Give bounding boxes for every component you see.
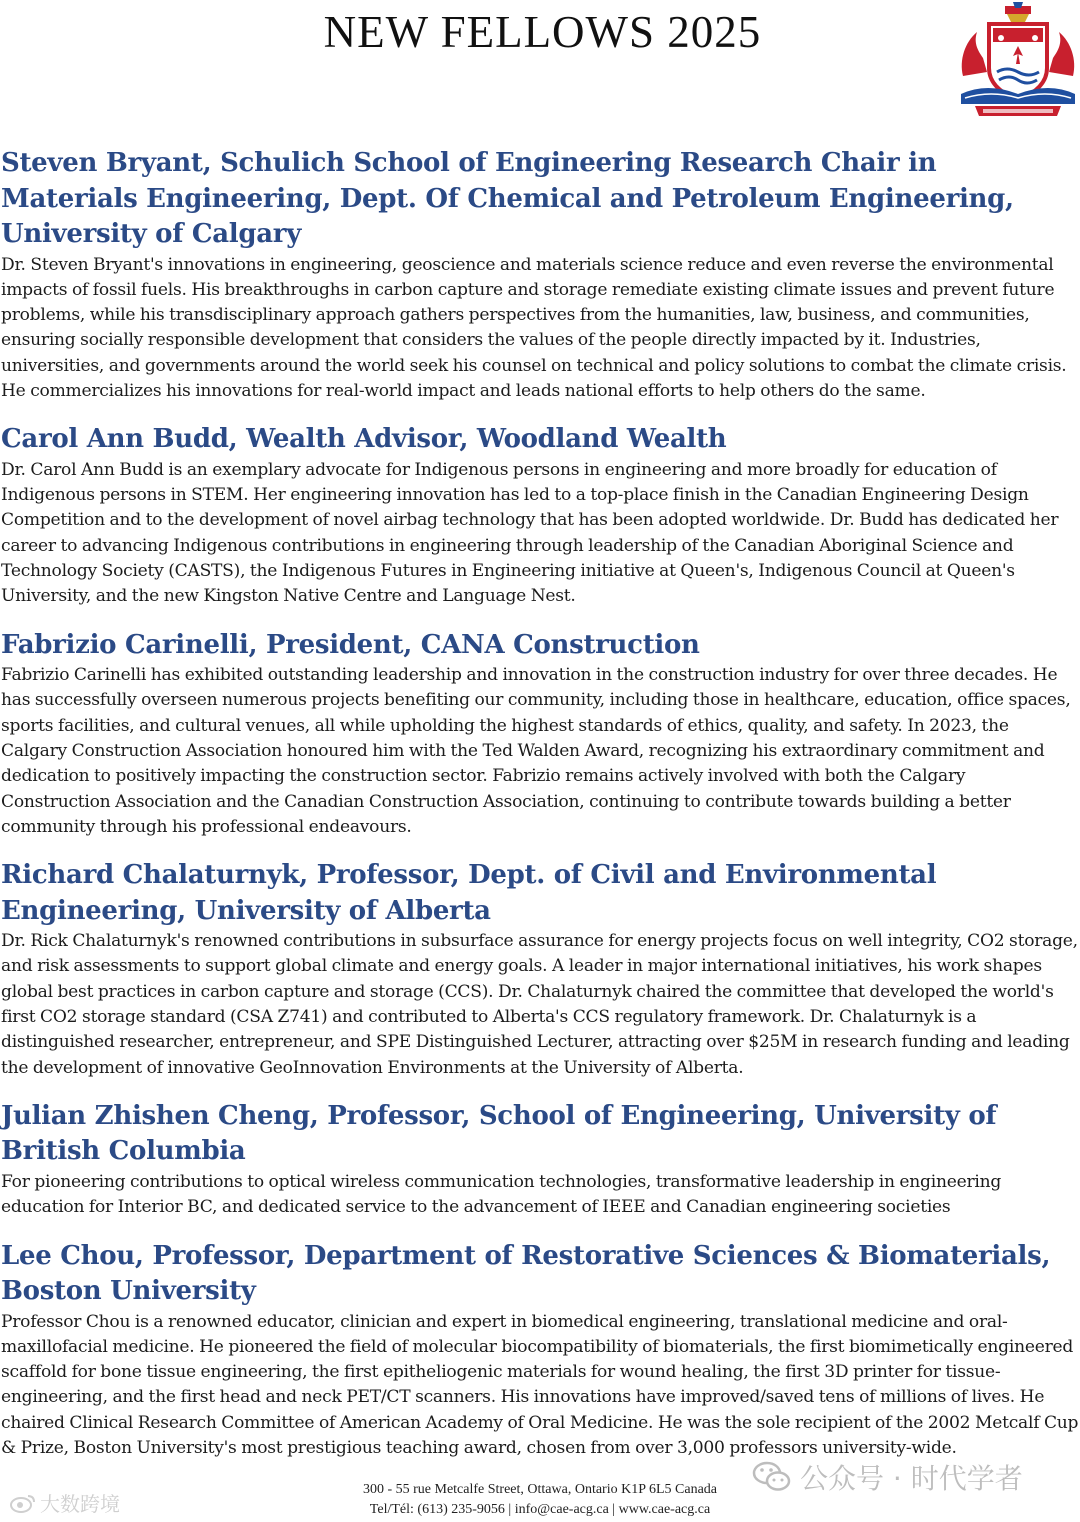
fellow-entry bbox=[1, 628, 1079, 841]
fellow-entry bbox=[1, 1239, 1079, 1462]
fellow-entry bbox=[1, 1099, 1079, 1221]
watermark-left bbox=[10, 1488, 120, 1517]
fellow-bio: For pioneering contributions to optical wireless communication technologies, transformative leadership in engineering education for Interior BC, and dedicated service to the advancement of IEEE and Canadian engineering societies bbox=[1, 1171, 1002, 1218]
fellow-heading: Steven Bryant, Schulich School of Engineering Research Chair in Materials Engineering, Dept. Of Chemical and Petroleum Engineering, University of Calgary bbox=[1, 148, 1014, 249]
watermark-right bbox=[752, 1457, 1023, 1497]
fellow-heading: Carol Ann Budd, Wealth Advisor, Woodland Wealth bbox=[1, 424, 727, 455]
fellow-heading: Richard Chalaturnyk, Professor, Dept. of Civil and Environmental Engineering, University of Alberta bbox=[1, 860, 937, 926]
fellow-bio: Dr. Rick Chalaturnyk's renowned contributions in subsurface assurance for energy projects focus on well integrity, CO2 storage, and risk assessments to support global climate and energy goals. A leader in major international initiatives, his work shapes global best practices in carbon capture and storage (CCS). Dr. Chalaturnyk chaired the committee that developed the world's first CO2 storage standard (CSA Z741) and contributed to Alberta's CCS regulatory framework. Dr. Chalaturnyk is a distinguished researcher, entrepreneur, and SPE Distinguished Lecturer, attracting over $25M in research funding and leading the development of innovative GeoInnovation Environments at the University of Alberta. bbox=[1, 931, 1078, 1078]
page-title: NEW FELLOWS 2025 bbox=[323, 7, 762, 57]
watermark-left-text: 大数跨境 bbox=[40, 1492, 120, 1516]
fellow-heading: Fabrizio Carinelli, President, CANA Construction bbox=[1, 629, 700, 660]
fellow-bio: Dr. Steven Bryant's innovations in engineering, geoscience and materials science reduce and even reverse the environmental impacts of fossil fuels. His breakthroughs in carbon capture and storage remediate existing climate issues and prevent future problems, while his transdisciplinary approach gathers perspectives from the humanities, law, business, and communities, ensuring socially responsible development that considers the values of the people directly impacted by it. Industries, universities, and governments around the world seek his counsel on technical and policy solutions to combat the climate crisis. He commercializes his innovations for real-world impact and leads national efforts to help others do the same. bbox=[1, 254, 1067, 401]
fellow-entry bbox=[1, 146, 1079, 404]
footer bbox=[290, 1480, 790, 1520]
fellow-bio: Fabrizio Carinelli has exhibited outstanding leadership and innovation in the construction industry for over three decades. He has successfully overseen numerous projects benefiting our community, including those in healthcare, education, office spaces, sports facilities, and cultural venues, all while upholding the highest standards of ethics, quality, and safety. In 2023, the Calgary Construction Association honoured him with the Ted Walden Award, recognizing his extraordinary commitment and dedication to positively impacting the construction sector. Fabrizio remains actively involved with both the Calgary Construction Association and the Canadian Construction Association, continuing to contribute towards building a better community through his professional endeavours. bbox=[1, 665, 1071, 837]
fellow-heading: Julian Zhishen Cheng, Professor, School of Engineering, University of British Columbia bbox=[1, 1100, 997, 1167]
fellow-bio: Professor Chou is a renowned educator, clinician and expert in biomedical engineering, translational medicine and oral-maxillofacial medicine. He pioneered the field of molecular biocompatibility of biomaterials, the first biomimetically engineered scaffold for bone tissue engineering, the first epitheliogenic materials for wound healing, the first 3D printer for tissue-engineering, and the first head and neck PET/CT scanners. His innovations have improved/saved tens of millions of lives. He chaired Clinical Research Committee of American Academy of Oral Medicine. He was the sole recipient of the 2002 Metcalf Cup & Prize, Boston University's most prestigious teaching award, chosen from over 3,000 professors university-wide. bbox=[1, 1311, 1079, 1458]
fellow-entry bbox=[1, 422, 1079, 609]
footer-contact: Tel/Tél: (613) 235-9056 | info@cae-acg.ca | www.cae-acg.ca bbox=[369, 1502, 711, 1517]
weibo-icon bbox=[10, 1493, 36, 1513]
fellows-list bbox=[1, 146, 1079, 1479]
academy-crest-logo bbox=[957, 2, 1079, 118]
fellow-bio: Dr. Carol Ann Budd is an exemplary advocate for Indigenous persons in engineering and more broadly for education of Indigenous persons in STEM. Her engineering innovation has led to a top-place finish in the Canadian Engineering Design Competition and to the development of novel airbag technology that has been adopted worldwide. Dr. Budd has dedicated her career to advancing Indigenous contributions in engineering through leadership of the Canadian Aboriginal Science and Technology Society (CASTS), the Indigenous Futures in Engineering initiative at Queen's, Indigenous Council at Queen's University, and the new Kingston Native Centre and Language Nest. bbox=[1, 459, 1059, 607]
watermark-right-text: 公众号 · 时代学者 bbox=[800, 1462, 1023, 1495]
footer-address: 300 - 55 rue Metcalfe Street, Ottawa, Ontario K1P 6L5 Canada bbox=[362, 1482, 718, 1497]
fellow-entry bbox=[1, 858, 1079, 1081]
fellow-heading: Lee Chou, Professor, Department of Restorative Sciences & Biomaterials, Boston University bbox=[1, 1240, 1051, 1307]
